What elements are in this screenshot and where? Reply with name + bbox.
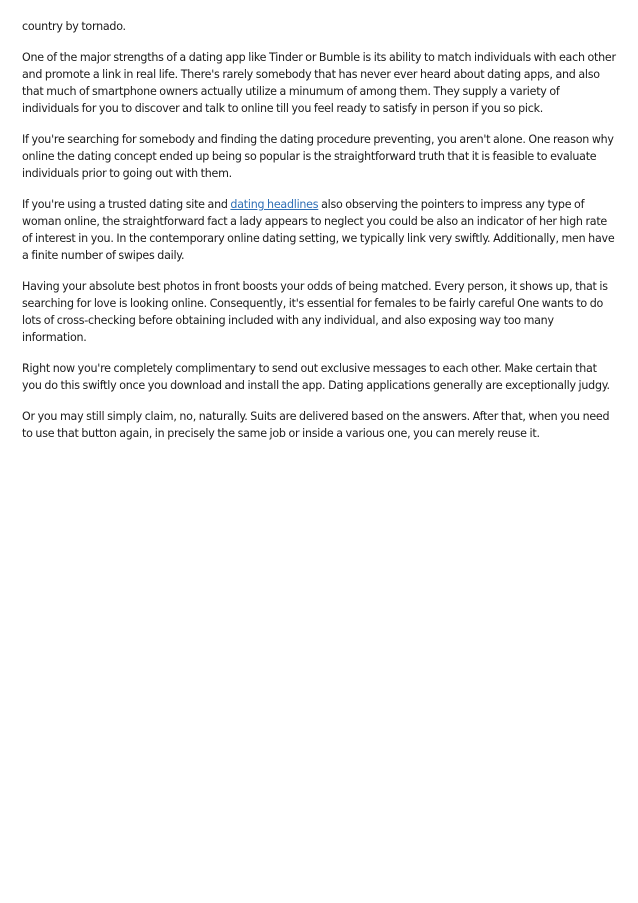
paragraph-4 [22, 196, 618, 264]
paragraph-4-text-after: also observing the pointers to impress any type of woman online, the straightforward fact a lady appears to neglect you could be also an indicator of her high rate of interest in you. In the contemporary online dating setting, we typically link very swiftly. Additionally, men have a finite number of swipes daily. [22, 198, 615, 262]
paragraph-4-text-before: If you're using a trusted dating site and [22, 198, 231, 211]
paragraph-3: If you're searching for somebody and finding the dating procedure preventing, you aren't alone. One reason why online the dating concept ended up being so popular is the straightforward truth that it is feasible to evaluate individuals prior to going out with them. [22, 133, 614, 180]
paragraph-1: country by tornado. [22, 20, 126, 33]
paragraph-5: Having your absolute best photos in front boosts your odds of being matched. Every person, it shows up, that is searching for love is looking online. Consequently, it's essential for females to be fairly careful One wants to do lots of cross-checking before obtaining included with any individual, and also exposing way too many information. [22, 280, 608, 344]
paragraph-6: Right now you're completely complimentary to send out exclusive messages to each other. Make certain that you do this swiftly once you download and install the app. Dating applications generally are exceptionally judgy. [22, 362, 610, 392]
paragraph-7: Or you may still simply claim, no, naturally. Suits are delivered based on the answers. After that, when you need to use that button again, in precisely the same job or inside a various one, you can merely reuse it. [22, 410, 610, 440]
paragraph-2: One of the major strengths of a dating app like Tinder or Bumble is its ability to match individuals with each other and promote a link in real life. There's rarely somebody that has never ever heard about dating apps, and also that much of smartphone owners actually utilize a minumum of among them. They supply a variety of individuals for you to discover and talk to online till you feel ready to satisfy in person if you so pick. [22, 51, 616, 115]
document-page [22, 18, 618, 456]
dating-headlines-link[interactable]: dating headlines [230, 198, 319, 211]
